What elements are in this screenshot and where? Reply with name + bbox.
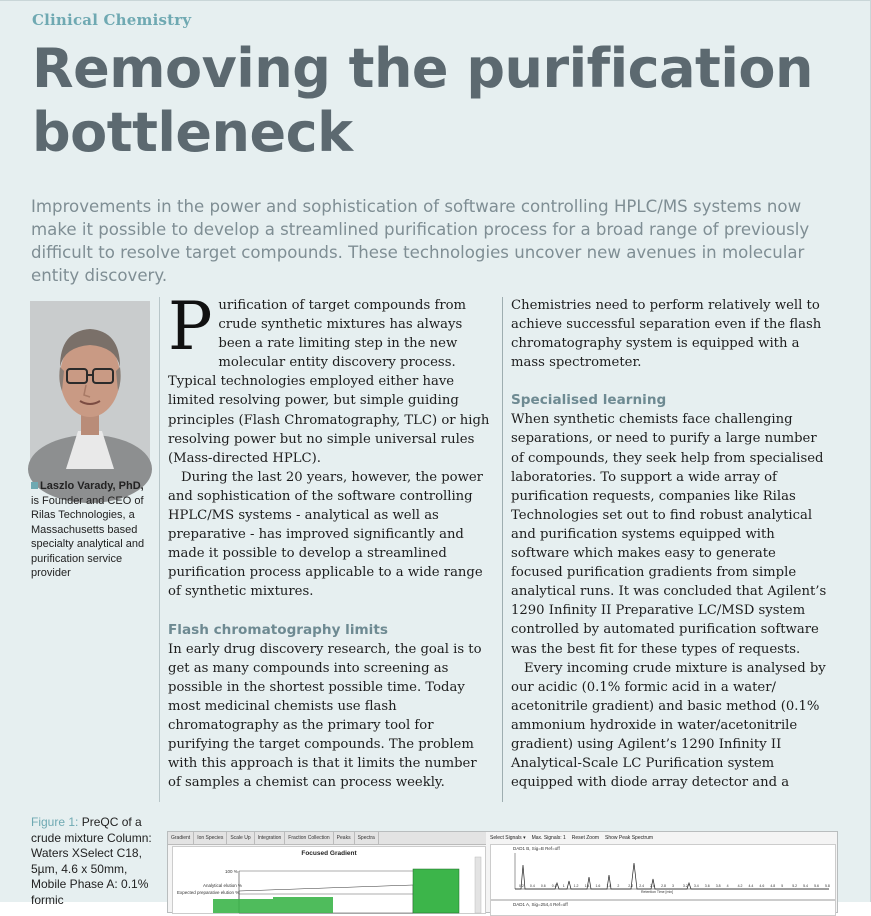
- x-tick-label: 0.8: [551, 884, 557, 888]
- author-bio: is Founder and CEO of Rilas Technologies, a Massachusetts based specialty analytical and purification service provider: [31, 494, 145, 579]
- toolbar-item: Select Signals ▾: [490, 835, 526, 841]
- body-paragraph: During the last 20 years, however, the power and sophistication of the software controlling HPLC/MS systems - analytical as well as preparative - has improved significantly and made it possible to develop a streamlined purification process applicable to a wide range of synthetic mixtures.: [168, 469, 483, 600]
- drop-cap: P: [168, 288, 213, 365]
- chromatogram-panel: [490, 832, 836, 912]
- gradient-panel: [172, 846, 486, 914]
- author-caption: [31, 479, 153, 581]
- figure-tab: Scale Up: [227, 832, 254, 844]
- figure-tab: Spectra: [355, 832, 379, 844]
- figure-tab: Peaks: [334, 832, 355, 844]
- gradient-panel-title: Focused Gradient: [301, 850, 357, 857]
- body-paragraph: When synthetic chemists face challenging separations, or need to purify a large number of compounds, they seek help from specialised laboratories. To support a wide array of purification requests, companies like Rilas Technologies set out to find robust analytical and purification systems equipped with software which makes easy to generate focused purification gradients from simple analytical runs. It was concluded that Agilent’s 1290 Infinity II Preparative LC/MSD system controlled by automated purification software was the best fit for these types of requests.: [511, 412, 827, 657]
- x-tick-label: 4: [726, 884, 729, 888]
- figure-tab: Ion Species: [194, 832, 227, 844]
- figure-tab: Gradient: [168, 832, 194, 844]
- row-label: 100 %: [225, 869, 238, 874]
- row-label: Expected preparative elution %: [177, 890, 240, 895]
- x-tick-label: 2.2: [628, 884, 634, 888]
- x-tick-label: 1: [562, 884, 565, 888]
- article-column-1: [168, 288, 493, 792]
- figure-label: Figure 1:: [31, 815, 79, 829]
- row-label: Analytical elution %: [203, 883, 243, 888]
- x-tick-label: 4.6: [759, 884, 765, 888]
- caption-marker-icon: [31, 482, 38, 489]
- x-tick-label: 4.4: [748, 884, 754, 888]
- figure-tab-bar: [168, 832, 486, 845]
- x-tick-label: 5.6: [814, 884, 819, 888]
- intro-paragraph: [168, 288, 493, 468]
- standfirst: Improvements in the power and sophistication of software controlling HPLC/MS systems now make it possible to develop a streamlined purification process for a broad range of previously difficult to resolve target compounds. These technologies uncover new avenues in molecular entity discovery.: [31, 197, 810, 285]
- intro-text: urification of target compounds from crude synthetic mixtures has always been a rate limiting step in the new molecular entity discovery process. Typical technologies employed either have limited resolving power, but simple guiding principles (Flash Chromatography, TLC) or high resolving power but no simple universal rules (Mass-directed HPLC).: [168, 298, 490, 466]
- body-paragraph: Every incoming crude mixture is analysed by our acidic (0.1% formic acid in a water/ acetonitrile gradient) and basic method (0.1% ammonium hydroxide in water/acetonitrile gradient) using Agilent’s 1290 Infinity II Analytical-Scale LC Purification system equipped with diode array detector and a: [511, 660, 826, 791]
- chromatogram-trace-1: [490, 844, 836, 900]
- figure-tab: Fraction Collection: [285, 832, 333, 844]
- x-tick-label: 0.4: [529, 884, 535, 888]
- gradient-plot: [173, 847, 485, 913]
- x-tick-label: 5.8: [825, 884, 830, 888]
- x-tick-label: 2.6: [650, 884, 656, 888]
- chromatogram-trace-2: [490, 900, 836, 916]
- x-tick-label: 2: [617, 884, 620, 888]
- x-tick-label: 3: [672, 884, 674, 888]
- author-photo: [30, 301, 150, 469]
- figure-caption-text: PreQC of a crude mixture Column: Waters XSelect C18, 5µm, 4.6 x 50mm, Mobile Phase A: 0.1% formic: [31, 815, 152, 907]
- section-tag: Clinical Chemistry: [32, 11, 192, 29]
- author-name: Laszlo Varady, PhD,: [40, 480, 144, 492]
- headline: Removing the purification bottleneck: [32, 37, 813, 164]
- subheading: Flash chromatography limits: [168, 621, 388, 638]
- x-tick-label: 4.2: [737, 884, 743, 888]
- body-paragraph: In early drug discovery research, the goal is to get as many compounds into screening as possible in the shortest possible time. Today most medicinal chemists use flash chromatography as the primary tool for purifying the target compounds. The problem with this approach is that it limits the number of samples a chemist can process weekly.: [168, 641, 482, 791]
- article-column-2: [511, 296, 829, 792]
- x-tick-label: 1.4: [584, 884, 590, 888]
- toolbar-item: Reset Zoom: [571, 835, 600, 841]
- x-tick-label: 2.8: [661, 884, 666, 888]
- trace-label: DAD1 B, Sig=B Ref=off: [513, 846, 560, 851]
- chromatogram-toolbar: [490, 833, 836, 843]
- toolbar-item: Show Peak Spectrum: [605, 835, 654, 841]
- column-divider-right: [502, 297, 503, 802]
- column-divider-left: [159, 297, 160, 802]
- x-tick-label: 1.2: [573, 884, 579, 888]
- x-tick-label: 4.8: [770, 884, 776, 888]
- x-axis-title: Retention Time [min]: [641, 890, 674, 894]
- x-tick-label: 5.2: [792, 884, 798, 888]
- x-tick-label: 0.6: [540, 884, 546, 888]
- toolbar-item: Max. Signals: 1: [531, 835, 566, 841]
- x-tick-label: 3.4: [693, 884, 699, 888]
- x-tick-label: 0.2: [519, 884, 524, 888]
- trace-label: DAD1 A, Sig=254,4 Ref=off: [513, 902, 568, 907]
- figure-tab: Integration: [255, 832, 286, 844]
- x-tick-label: 5.4: [803, 884, 809, 888]
- x-tick-label: 3.2: [682, 884, 688, 888]
- figure-screenshot: [167, 831, 838, 913]
- subheading: Specialised learning: [511, 392, 667, 409]
- author-portrait-image: [30, 301, 150, 469]
- x-tick-label: 3.6: [704, 884, 710, 888]
- x-tick-label: 3.8: [715, 884, 721, 888]
- x-tick-label: 5: [781, 884, 784, 888]
- x-tick-label: 1.8: [606, 884, 612, 888]
- x-tick-label: 2.4: [639, 884, 645, 888]
- body-paragraph: Chemistries need to perform relatively well to achieve successful separation even if the flash chromatography system is equipped with a mass spectrometer.: [511, 298, 822, 371]
- figure-caption: [31, 815, 153, 908]
- x-tick-label: 1.6: [595, 884, 601, 888]
